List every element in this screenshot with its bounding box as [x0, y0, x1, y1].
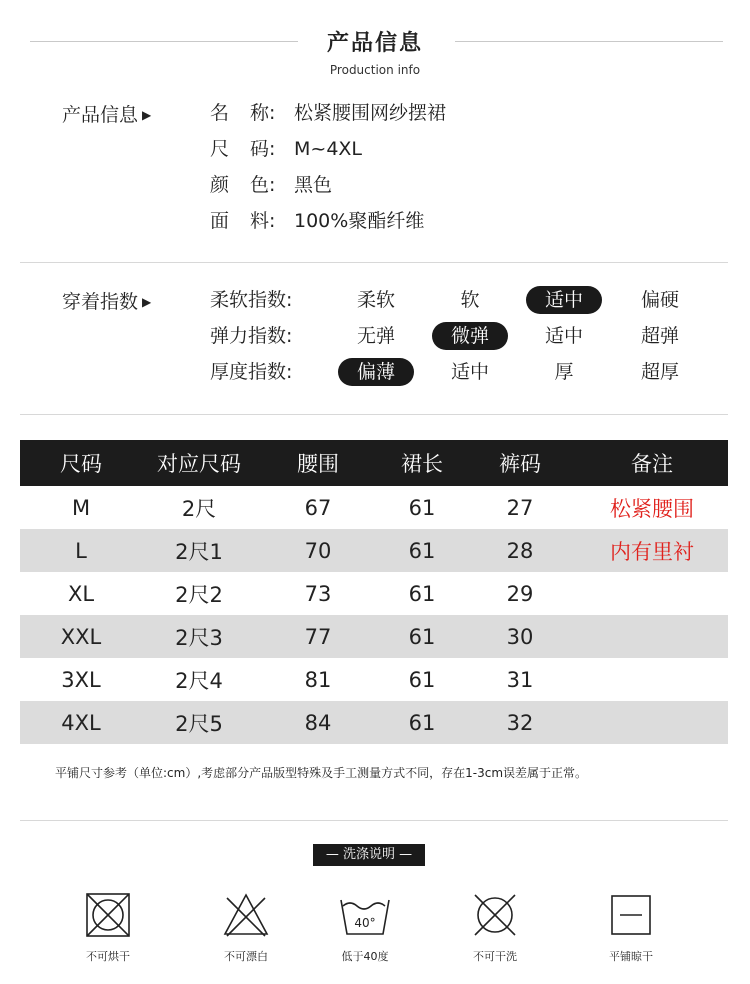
care-item-dry-flat — [586, 890, 676, 964]
table-cell: L — [20, 529, 142, 572]
table-cell: 2尺 — [181, 496, 217, 521]
table-cell: XL — [67, 581, 95, 606]
size-table-header — [20, 440, 728, 486]
section-divider — [20, 820, 728, 821]
remark-cell: 松紧腰围 — [610, 496, 694, 521]
table-cell: 61 — [380, 701, 464, 744]
no-dry-clean-icon — [470, 890, 520, 940]
index-option: 适中 — [544, 325, 583, 347]
play-arrow-icon: ▶ — [142, 295, 152, 309]
table-row — [20, 615, 728, 658]
play-arrow-icon: ▶ — [142, 108, 152, 122]
wear-index-label-text: 穿着指数 — [62, 291, 139, 313]
table-cell: 27 — [506, 495, 534, 520]
column-header: 腰围 — [256, 440, 380, 486]
table-cell: 73 — [304, 581, 332, 606]
table-cell: 29 — [506, 581, 534, 606]
index-option-selected: 适中 — [526, 286, 602, 314]
measurement-note: 平铺尺寸参考（单位:cm）,考虑部分产品版型特殊及手工测量方式不同，存在1-3cm误差属于正常。 — [55, 766, 588, 780]
index-option: 超弹 — [640, 325, 679, 347]
page-header — [0, 0, 750, 90]
table-cell: 70 — [256, 529, 380, 572]
table-cell: 2尺5 — [142, 701, 256, 744]
column-header: 备注 — [576, 440, 728, 486]
column-header: 对应尺码 — [142, 440, 256, 486]
info-key-char: 色: — [250, 174, 276, 196]
table-row — [20, 701, 728, 744]
table-cell: XXL — [20, 615, 142, 658]
table-row — [20, 486, 728, 529]
care-item-no-tumble-dry — [63, 890, 153, 964]
table-cell: 28 — [464, 529, 576, 572]
info-key-char: 称: — [250, 102, 276, 124]
table-cell: 61 — [408, 667, 436, 692]
table-cell: 2尺3 — [142, 615, 256, 658]
dry-flat-icon — [606, 890, 656, 940]
table-cell: 2尺2 — [175, 582, 223, 607]
table-cell: 81 — [304, 667, 332, 692]
wear-index-label — [62, 287, 151, 314]
info-value: 黑色 — [294, 174, 333, 196]
remark-cell: 内有里衬 — [576, 529, 728, 572]
index-option: 适中 — [450, 361, 489, 383]
no-tumble-dry-icon — [83, 890, 133, 940]
index-key: 柔软指数: — [210, 289, 293, 311]
info-row-color — [210, 171, 332, 199]
table-row — [20, 658, 728, 701]
table-cell: 2尺1 — [142, 529, 256, 572]
table-cell: M — [71, 495, 91, 520]
size-table — [20, 440, 728, 744]
section-divider — [20, 262, 728, 263]
remark-cell — [576, 615, 728, 658]
info-key-char: 颜 — [210, 174, 230, 196]
section-divider — [20, 414, 728, 415]
care-item-no-bleach — [201, 890, 291, 964]
softness-index-row — [210, 286, 730, 314]
remark-cell — [576, 658, 728, 701]
table-cell: 61 — [380, 615, 464, 658]
care-item-wash-40 — [320, 890, 410, 964]
table-cell: 4XL — [20, 701, 142, 744]
index-option-selected: 偏薄 — [338, 358, 414, 386]
index-option: 超厚 — [640, 361, 679, 383]
care-item-no-dry-clean — [450, 890, 540, 964]
remark-cell — [576, 701, 728, 744]
index-key: 弹力指数: — [210, 325, 293, 347]
table-cell: 67 — [304, 495, 332, 520]
index-option: 厚 — [554, 361, 574, 383]
table-cell: 77 — [256, 615, 380, 658]
info-row-fabric — [210, 207, 424, 235]
info-value: 松紧腰围网纱摆裙 — [294, 102, 447, 124]
index-option: 偏硬 — [640, 289, 679, 311]
info-row-size — [210, 135, 362, 163]
table-cell: 61 — [380, 529, 464, 572]
wash-40-icon — [337, 890, 393, 940]
index-option-selected: 微弹 — [432, 322, 508, 350]
remark-cell — [576, 572, 728, 615]
table-cell: 2尺4 — [175, 668, 223, 693]
column-header: 尺码 — [20, 440, 142, 486]
care-label: 低于40度 — [341, 950, 389, 963]
header-divider-right — [455, 41, 723, 42]
index-option: 无弹 — [356, 325, 395, 347]
care-label: 不可干洗 — [473, 950, 517, 963]
care-label: 不可烘干 — [86, 950, 130, 963]
washing-title: — 洗涤说明 — — [313, 844, 425, 866]
page-title: 产品信息 — [326, 31, 423, 56]
table-row — [20, 572, 728, 615]
info-value: M~4XL — [294, 138, 363, 160]
product-info-label-text: 产品信息 — [62, 104, 139, 126]
table-cell: 31 — [506, 667, 534, 692]
elasticity-index-row — [210, 322, 730, 350]
table-cell: 30 — [464, 615, 576, 658]
table-cell: 61 — [408, 495, 436, 520]
index-key: 厚度指数: — [210, 361, 293, 383]
info-key-char: 面 — [210, 210, 230, 232]
info-key-char: 尺 — [210, 138, 230, 160]
wash-temp-text: 40° — [354, 916, 376, 930]
no-bleach-icon — [221, 890, 271, 940]
table-cell: 61 — [408, 581, 436, 606]
index-option: 软 — [460, 289, 480, 311]
column-header: 裙长 — [380, 440, 464, 486]
info-row-name — [210, 99, 446, 127]
care-label: 不可漂白 — [224, 950, 268, 963]
care-label: 平铺晾干 — [609, 950, 653, 963]
thickness-index-row — [210, 358, 730, 386]
info-key-char: 码: — [250, 138, 276, 160]
info-key-char: 名 — [210, 102, 230, 124]
table-cell: 32 — [464, 701, 576, 744]
product-info-label — [62, 100, 151, 127]
info-key-char: 料: — [250, 210, 276, 232]
page-subtitle: Production info — [329, 63, 421, 77]
table-cell: 84 — [256, 701, 380, 744]
table-row — [20, 529, 728, 572]
index-option: 柔软 — [356, 289, 395, 311]
info-value: 100%聚酯纤维 — [294, 210, 425, 232]
column-header: 裤码 — [464, 440, 576, 486]
table-cell: 3XL — [61, 667, 101, 692]
